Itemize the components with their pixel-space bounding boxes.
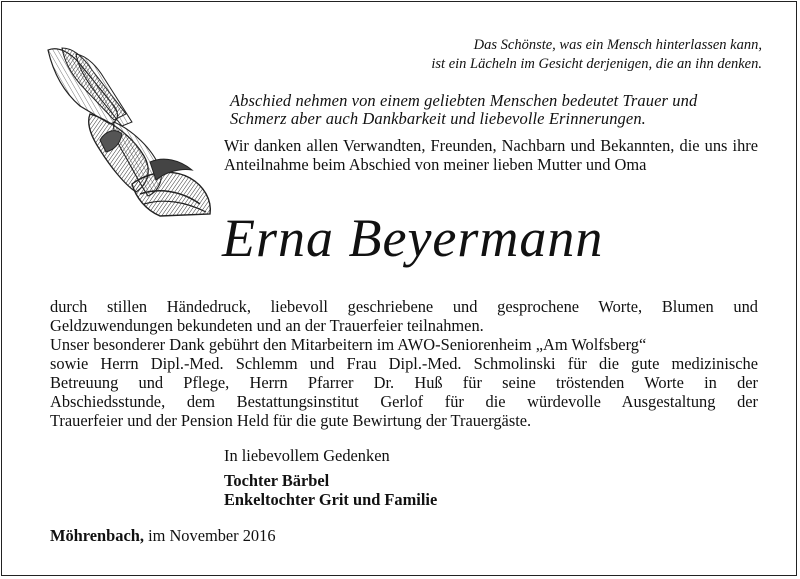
closing-phrase: In liebevollem Gedenken (224, 446, 390, 465)
date-text: im November 2016 (148, 526, 276, 545)
epigraph-quote (302, 36, 762, 74)
intro-line: Abschied nehmen von einem geliebten Menschen bedeutet Trauer und (230, 91, 698, 110)
signers-block (224, 471, 437, 509)
quote-line: Das Schönste, was ein Mensch hinterlassen kann, (473, 37, 762, 53)
quote-line: ist ein Lächeln im Gesicht derjenigen, die an ihn denken. (431, 56, 762, 72)
body-line: Unser besonderer Dank gebührt den Mitarbeitern im AWO-Seniorenheim „Am Wolfsberg“ (50, 335, 647, 354)
obituary-frame (1, 1, 797, 576)
intro-line: Schmerz aber auch Dankbarkeit und liebevolle Erinnerungen. (230, 109, 646, 128)
signer-name: Enkeltochter Grit und Familie (224, 490, 438, 509)
body-line: durch stillen Händedruck, liebevoll geschriebene und gesprochene Worte, Blumen und (50, 297, 758, 316)
praying-hands-icon (40, 44, 218, 220)
place-and-date (50, 526, 276, 545)
thanks-intro-paragraph: Wir danken allen Verwandten, Freunden, Nachbarn und Bekannten, die uns ihre Anteilnahme beim Abschied von meiner lieben Mutter und Oma (224, 136, 758, 174)
signer-name: Tochter Bärbel (224, 471, 330, 490)
body-line: Abschiedsstunde, dem Bestattungsinstitut Gerlof für die würdevolle Ausgestaltung der (50, 392, 758, 411)
intro-script-text (230, 92, 765, 128)
body-line: Trauerfeier und der Pension Held für die gute Bewirtung der Trauergäste. (50, 411, 532, 430)
body-line: sowie Herrn Dipl.-Med. Schlemm und Frau Dipl.-Med. Schmolinski für die gute medizinische (50, 354, 758, 373)
thanks-body-paragraph (50, 297, 758, 430)
place-name: Möhrenbach, (50, 526, 144, 545)
deceased-name: Erna Beyermann (222, 208, 604, 268)
body-line: Geldzuwendungen bekundeten und an der Trauerfeier teilnahmen. (50, 316, 484, 335)
body-line: Betreuung und Pflege, Herrn Pfarrer Dr. Huß für seine tröstenden Worte in der (50, 373, 758, 392)
